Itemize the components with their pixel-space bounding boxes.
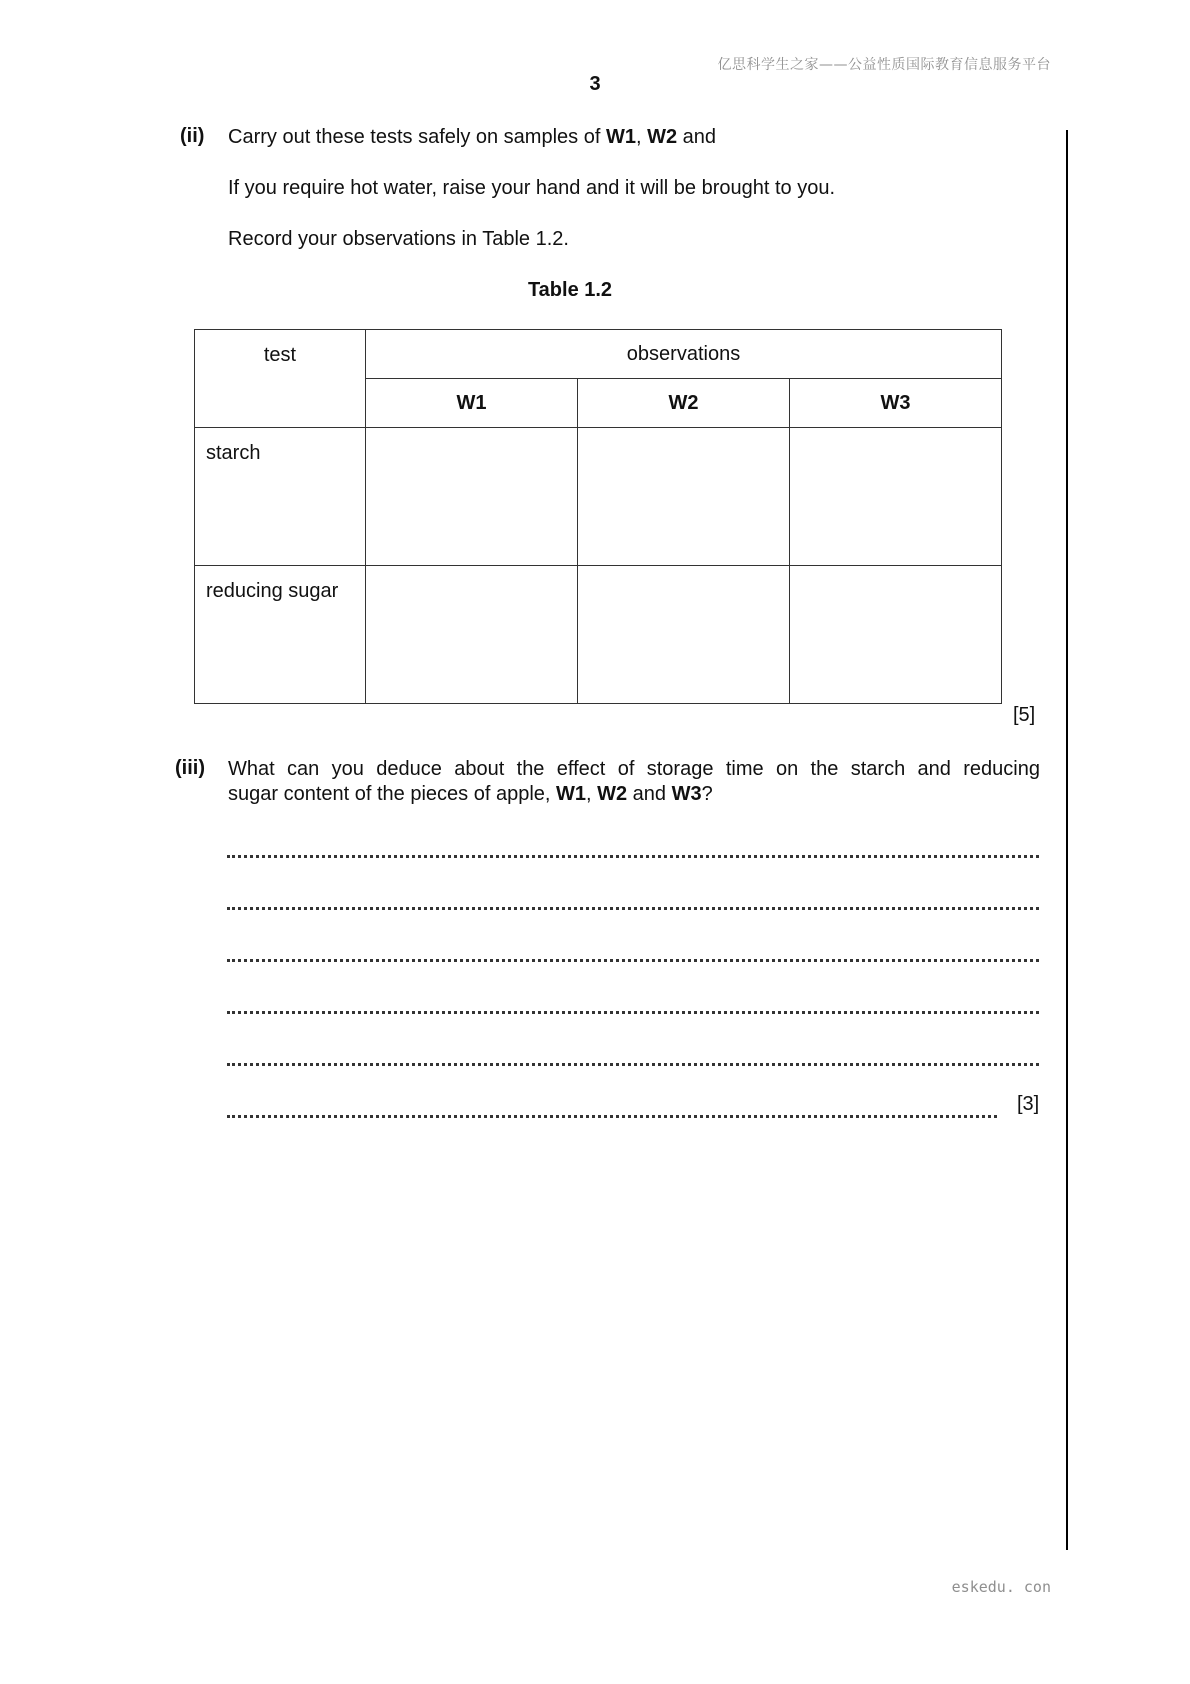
row-label-starch: starch [195, 428, 366, 566]
table-marks: [5] [1013, 704, 1036, 726]
sample-w1-ref: W1 [556, 783, 586, 805]
answer-line[interactable] [227, 1115, 997, 1118]
question-ii-line1-prefix: Carry out these tests safely on samples of [228, 126, 606, 148]
question-ii-line3: Record your observations in Table 1.2. [228, 228, 569, 250]
observation-cell-sugar-w2[interactable] [578, 566, 790, 704]
table-row-reducing-sugar [195, 566, 1002, 704]
question-mark: ? [701, 783, 713, 805]
and-word: and [627, 783, 672, 805]
observations-header: observations [366, 330, 1002, 379]
sample-w3-ref: W3 [671, 783, 702, 805]
question-iii-label: (iii) [175, 757, 205, 779]
question-ii-line1 [228, 125, 716, 150]
answer-line[interactable] [227, 855, 1039, 858]
question-ii-label: (ii) [180, 125, 205, 147]
sample-w1-ref: W1 [605, 126, 636, 148]
observation-cell-sugar-w1[interactable] [366, 566, 578, 704]
right-margin-line [1066, 130, 1068, 1550]
row-label-reducing-sugar: reducing sugar [195, 566, 366, 704]
observation-cell-starch-w1[interactable] [366, 428, 578, 566]
answer-line[interactable] [227, 959, 1039, 962]
question-ii-line1-suffix: and [677, 126, 717, 148]
answer-marks: [3] [1017, 1093, 1040, 1115]
separator: , [586, 783, 598, 805]
table-header-row [195, 330, 1002, 379]
test-header: test [195, 330, 366, 428]
footer-site-text: eskedu. con [951, 1578, 1051, 1596]
observation-cell-starch-w2[interactable] [578, 428, 790, 566]
column-header-w3: W3 [790, 379, 1002, 428]
observation-cell-sugar-w3[interactable] [790, 566, 1002, 704]
table-caption: Table 1.2 [527, 279, 613, 301]
question-iii-line1: What can you deduce about the effect of storage time on the starch and reducing [228, 758, 1040, 780]
sample-w2-ref: W2 [597, 783, 628, 805]
sample-w2-ref: W2 [647, 126, 678, 148]
answer-line[interactable] [227, 1063, 1039, 1066]
separator: , [635, 126, 648, 148]
answer-line[interactable] [227, 907, 1039, 910]
table-row-starch [195, 428, 1002, 566]
answer-line[interactable] [227, 1011, 1039, 1014]
question-ii-line2: If you require hot water, raise your hand and it will be brought to you. [228, 177, 836, 199]
observation-cell-starch-w3[interactable] [790, 428, 1002, 566]
question-iii-line2 [228, 782, 713, 807]
observations-table [194, 329, 1002, 704]
column-header-w2: W2 [578, 379, 790, 428]
column-header-w1: W1 [366, 379, 578, 428]
question-iii-line2-prefix: sugar content of the pieces of apple, [228, 783, 556, 805]
watermark-text: 亿思科学生之家——公益性质国际教育信息服务平台 [717, 57, 1051, 73]
page-number: 3 [589, 73, 601, 95]
